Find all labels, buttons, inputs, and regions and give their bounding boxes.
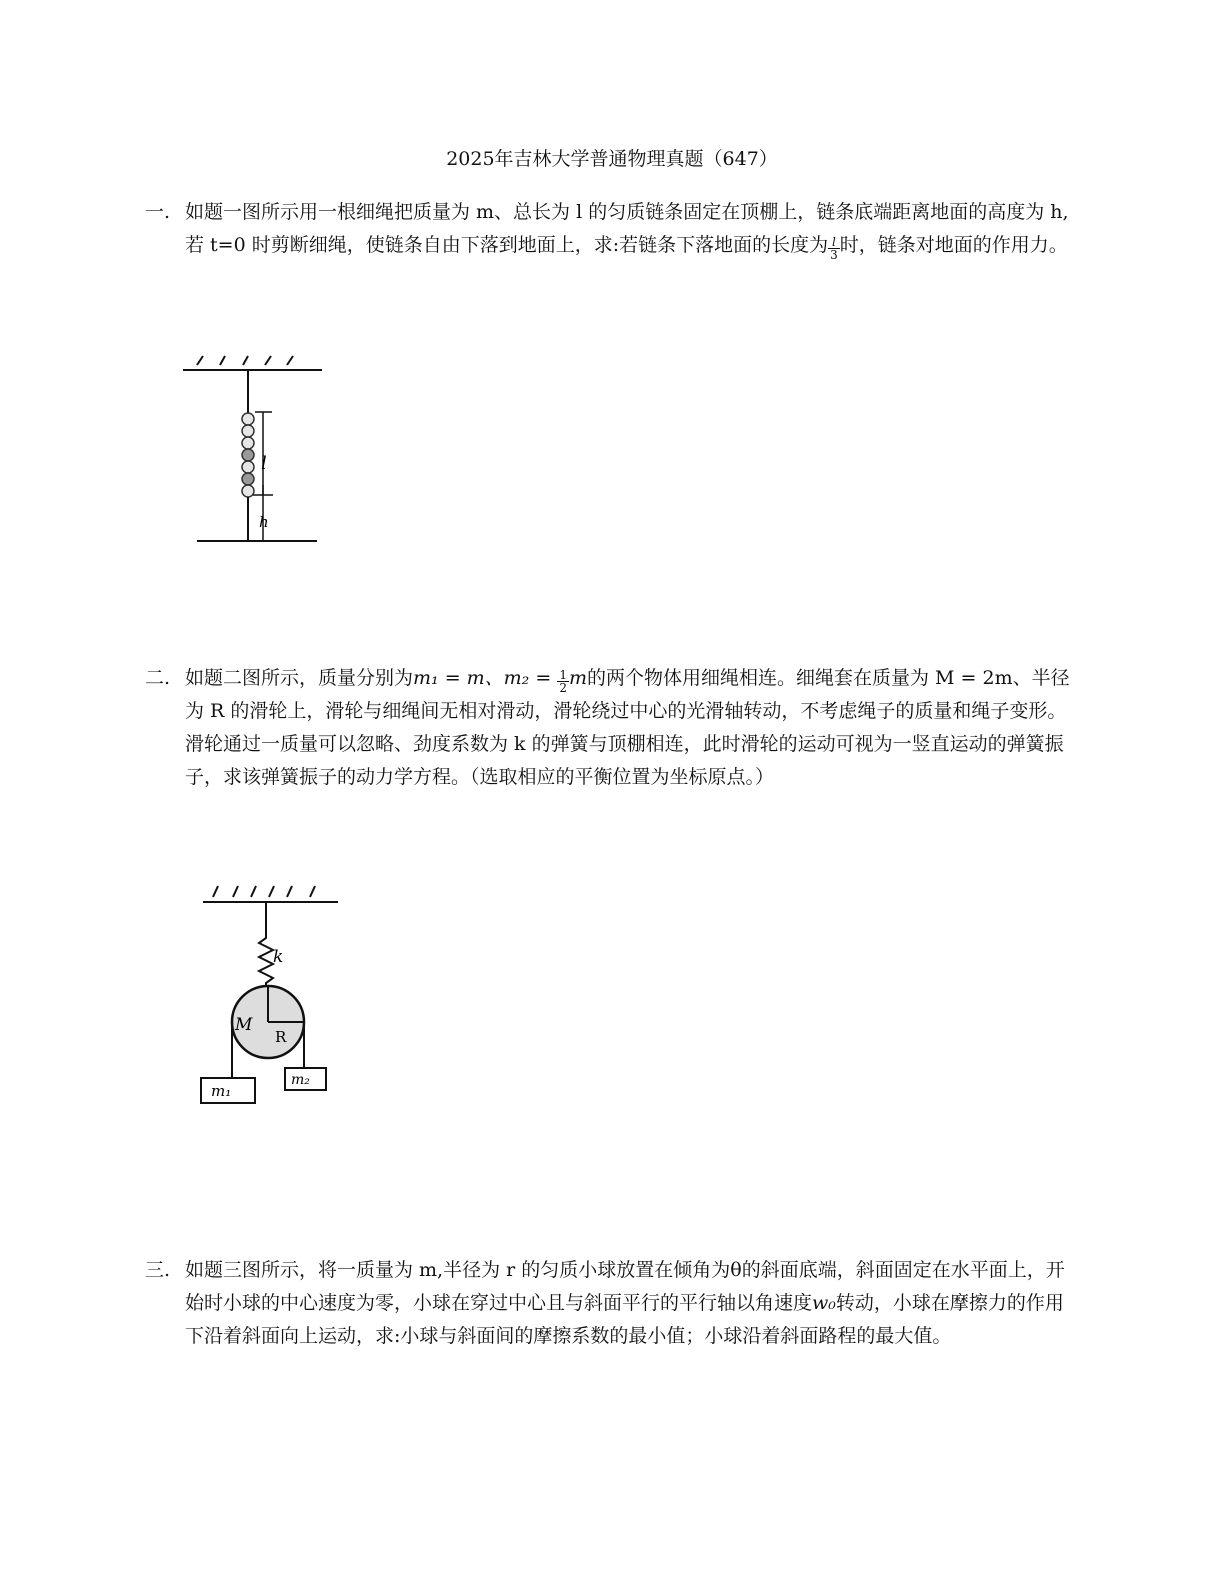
ceiling [203, 886, 338, 902]
question-text [185, 1254, 1075, 1353]
question-text-part: 如题一图所示用一根细绳把质量为 m、总长为 l 的匀质链条固定在顶棚上，链条底端距离地面的高度为 h,若 t=0 时剪断细绳，使链条自由下落到地面上，求:若链条下落地面的长度为 [185, 201, 1069, 256]
page-title: 2025年吉林大学普通物理真题（647） [446, 148, 778, 170]
question-text-part: 如题二图所示，质量分别为 [185, 667, 414, 689]
question-2 [145, 662, 1075, 794]
mass-equation: m₁ = m、m₂ = [413, 667, 558, 689]
label-m2: m₂ [291, 1072, 310, 1088]
fraction-denominator: 2 [559, 681, 567, 695]
question-text-part: 的两个物体用细绳相连。细绳套在质量为 M = 2m、半径为 R 的滑轮上，滑轮与细绳间无相对滑动，滑轮绕过中心的光滑轴转动，不考虑绳子的质量和绳子变形。滑轮通过一质量可以忽略、劲度系数为 k 的弹簧与顶棚相连，此时滑轮的运动可视为一竖直运动的弹簧振子，求该弹簧振子的动力学方程。（选取相应的平衡位置为坐标原点。） [185, 667, 1070, 788]
spring [259, 902, 273, 988]
question-text-part: 转动，小球在摩擦力的作用下沿着斜面向上运动，求:小球与斜面间的摩擦系数的最小值；小球沿着斜面路程的最大值。 [185, 1292, 1064, 1347]
chain [242, 413, 254, 497]
question-3 [145, 1254, 1075, 1353]
label-M: M [235, 1015, 253, 1035]
question-number: 二. [145, 667, 171, 689]
question-number: 三. [145, 1259, 171, 1281]
question-text [185, 196, 1075, 262]
chain-figure [175, 345, 335, 550]
label-h: h [259, 513, 269, 531]
fraction [828, 236, 840, 261]
label-m1: m₁ [211, 1082, 232, 1100]
fraction-denominator: 3 [830, 248, 838, 262]
fraction-numerator: l [828, 236, 840, 249]
omega-symbol: w₀ [812, 1292, 836, 1314]
pulley-figure [195, 870, 345, 1110]
fraction-numerator: 1 [559, 668, 567, 682]
question-text [185, 662, 1075, 794]
ceiling [183, 356, 322, 370]
mass-symbol: m [568, 667, 587, 689]
label-R: R [275, 1028, 287, 1046]
question-number: 一. [145, 201, 171, 223]
question-text-part: 如题三图所示，将一质量为 m,半径为 r 的匀质小球放置在倾角为θ的斜面底端，斜面固定在水平面上，开始时小球的中心速度为零，小球在穿过中心且与斜面平行的平行轴以角速度 [185, 1259, 1065, 1314]
label-l: l [261, 453, 267, 474]
question-text-part: 时，链条对地面的作用力。 [839, 234, 1068, 256]
fraction [557, 669, 569, 694]
question-1 [145, 196, 1075, 262]
label-k: k [273, 947, 284, 967]
